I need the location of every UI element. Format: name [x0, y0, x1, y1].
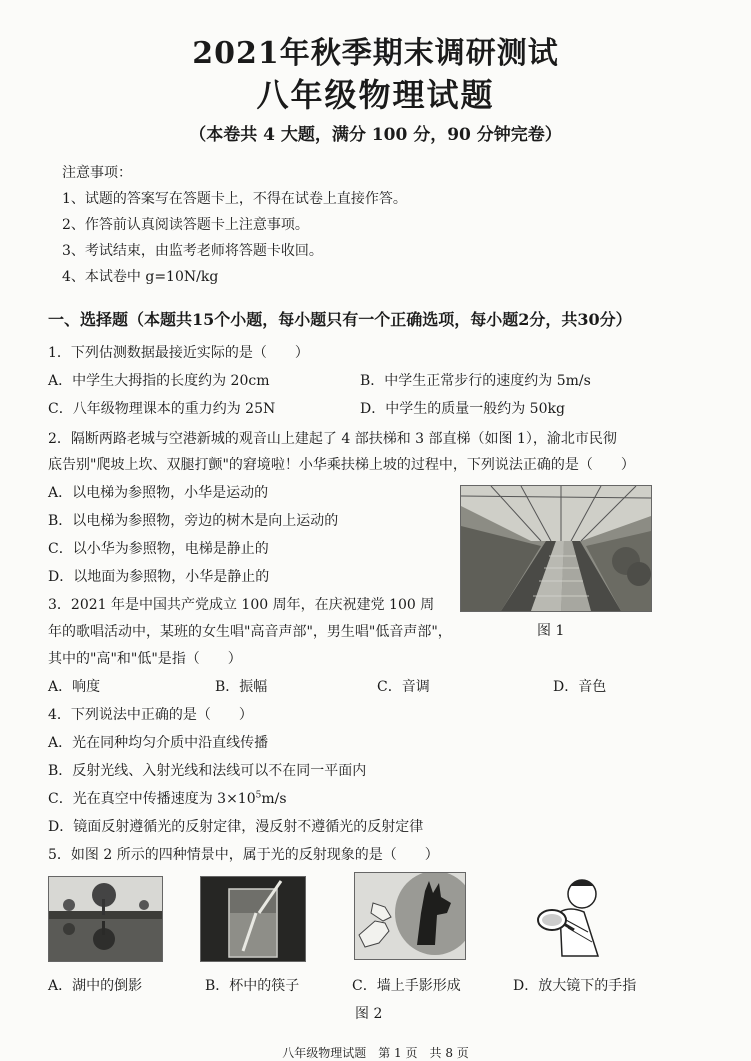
q1-option-d: D．中学生的质量一般约为 50kg	[360, 401, 565, 417]
q3-stem-line2: 年的歌唱活动中，某班的女生唱"高音声部"，男生唱"低音声部"，	[48, 624, 452, 640]
q2-option-d: D．以地面为参照物，小华是静止的	[48, 569, 270, 585]
q4-option-b: B．反射光线、入射光线和法线可以不在同一平面内	[48, 763, 367, 779]
escalator-photo	[460, 485, 652, 612]
q1-option-b: B．中学生正常步行的速度约为 5m/s	[360, 373, 591, 389]
notice-item-1: 1、试题的答案写在答题卡上，不得在试卷上直接作答。	[62, 191, 407, 207]
q5-option-c: C．墙上手影形成	[352, 978, 461, 994]
q2-stem-line2: 底告别"爬坡上坎、双腿打颤"的窘境啦！小华乘扶梯上坡的过程中，下列说法正确的是（ ）	[48, 457, 635, 473]
figure-2-caption: 图 2	[355, 1006, 383, 1022]
q2-option-c: C．以小华为参照物，电梯是静止的	[48, 541, 269, 557]
q4-option-a: A．光在同种均匀介质中沿直线传播	[48, 735, 269, 751]
notice-item-2: 2、作答前认真阅读答题卡上注意事项。	[62, 217, 309, 233]
chopstick-in-cup-photo	[200, 876, 306, 962]
q4-option-c	[48, 788, 287, 808]
q4-option-d: D．镜面反射遵循光的反射定律，漫反射不遵循光的反射定律	[48, 819, 424, 835]
exam-subtitle: （本卷共 4 大题，满分 100 分，90 分钟完卷）	[189, 125, 562, 145]
q4-option-c-text: C．光在真空中传播速度为 3×10	[48, 791, 256, 807]
q3-option-d: D．音色	[553, 679, 607, 695]
q4-option-c-unit: m/s	[261, 791, 287, 807]
hand-shadow-illustration	[355, 873, 465, 959]
q2-option-b: B．以电梯为参照物，旁边的树木是向上运动的	[48, 513, 339, 529]
lake-reflection-photo	[48, 876, 163, 962]
q1-stem: 1．下列估测数据最接近实际的是（ ）	[48, 345, 309, 361]
q3-option-b: B．振幅	[215, 679, 268, 695]
q3-stem-line1: 3．2021 年是中国共产党成立 100 周年，在庆祝建党 100 周	[48, 597, 435, 613]
chopstick-in-cup-illustration	[201, 877, 305, 961]
exam-title-line2: 八年级物理试题	[256, 76, 495, 114]
q2-option-a: A．以电梯为参照物，小华是运动的	[48, 485, 269, 501]
figure-1-caption: 图 1	[537, 623, 565, 639]
q3-stem-line3: 其中的"高"和"低"是指（ ）	[48, 651, 242, 667]
lake-reflection-illustration	[49, 877, 162, 961]
exam-title-line1: 2021年秋季期末调研测试	[192, 36, 559, 71]
section-heading: 一、选择题（本题共15个小题，每小题只有一个正确选项，每小题2分，共30分）	[48, 310, 632, 329]
q5-option-a: A．湖中的倒影	[48, 978, 143, 994]
q3-option-c: C．音调	[377, 679, 430, 695]
q1-option-c: C．八年级物理课本的重力约为 25N	[48, 401, 276, 417]
q5-stem: 5．如图 2 所示的四种情景中，属于光的反射现象的是（ ）	[48, 847, 439, 863]
hand-shadow-photo	[354, 872, 466, 960]
page-footer: 八年级物理试题 第 1 页 共 8 页	[282, 1046, 469, 1060]
q5-option-b: B．杯中的筷子	[205, 978, 300, 994]
q3-option-a: A．响度	[48, 679, 101, 695]
magnifier-finger-illustration	[530, 872, 620, 960]
q5-option-d: D．放大镜下的手指	[513, 978, 637, 994]
magnifier-finger-drawing	[530, 872, 620, 960]
notice-item-4: 4、本试卷中 g=10N/kg	[62, 269, 219, 285]
q4-stem: 4．下列说法中正确的是（ ）	[48, 707, 253, 723]
q4-option-c-exponent: 5	[255, 790, 262, 801]
notice-item-3: 3、考试结束，由监考老师将答题卡收回。	[62, 243, 323, 259]
escalator-illustration	[461, 486, 651, 611]
notice-heading: 注意事项：	[62, 165, 132, 181]
q2-stem-line1: 2．隔断两路老城与空港新城的观音山上建起了 4 部扶梯和 3 部直梯（如图 1），渝北市民彻	[48, 431, 617, 447]
q1-option-a: A．中学生大拇指的长度约为 20cm	[48, 373, 270, 389]
